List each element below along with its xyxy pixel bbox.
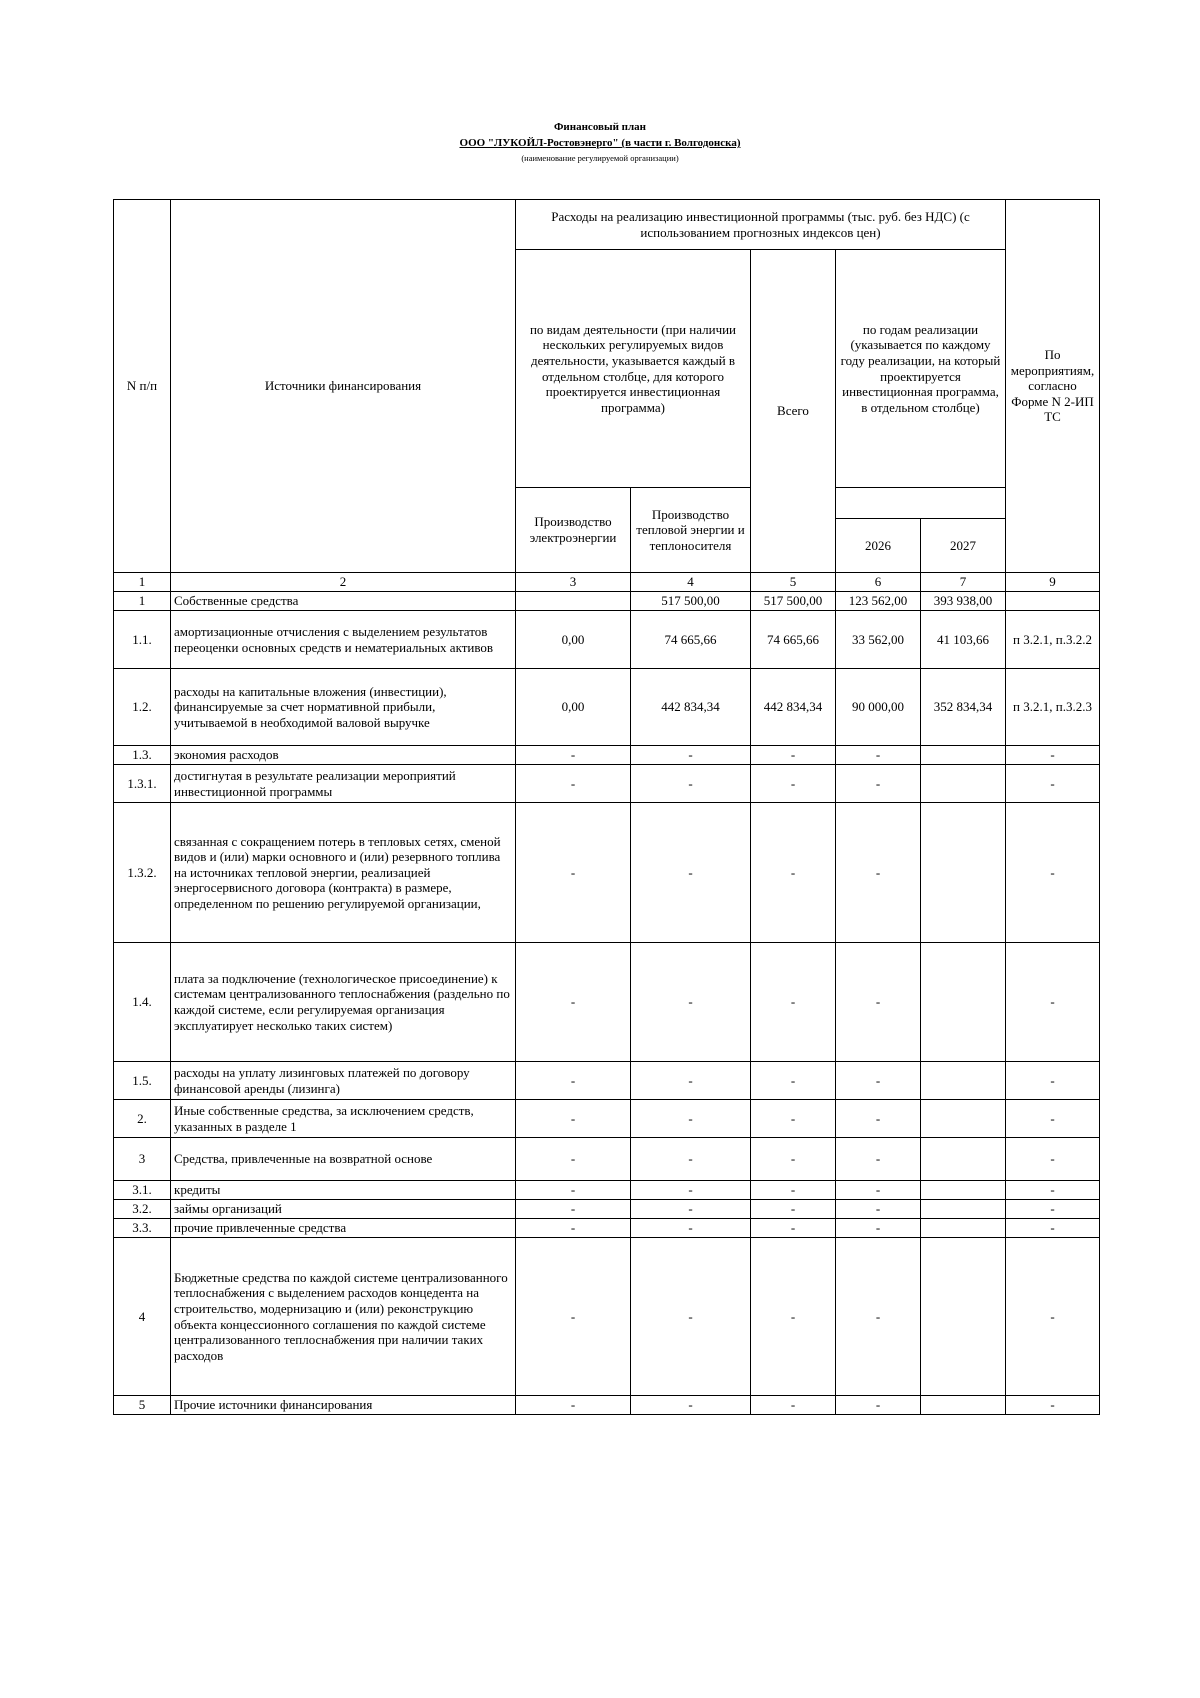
- cell-total: -: [751, 1219, 836, 1238]
- cell-2027: [921, 1100, 1006, 1138]
- column-number-cell: 1: [114, 573, 171, 592]
- cell-measures: -: [1006, 1200, 1100, 1219]
- table-row: [114, 1100, 1100, 1138]
- header-year-blank: [836, 488, 1006, 519]
- cell-heat: -: [631, 1200, 751, 1219]
- column-number-cell: 3: [516, 573, 631, 592]
- cell-heat: -: [631, 1219, 751, 1238]
- cell-measures: -: [1006, 1396, 1100, 1415]
- row-source: Бюджетные средства по каждой системе централизованного теплоснабжения с выделением расходов концедента на строительство, модернизацию и (или) реконструкцию объекта концессионного соглашения по каждой системе централизованного теплоснабжения при наличии таких расходов: [171, 1238, 516, 1396]
- cell-electro: -: [516, 1138, 631, 1181]
- cell-heat: -: [631, 1138, 751, 1181]
- cell-heat: -: [631, 765, 751, 803]
- plan-title: Финансовый план: [553, 121, 647, 133]
- cell-total: -: [751, 1062, 836, 1100]
- cell-electro: -: [516, 746, 631, 765]
- cell-2027: 41 103,66: [921, 611, 1006, 669]
- cell-heat: -: [631, 1062, 751, 1100]
- cell-2027: [921, 1062, 1006, 1100]
- cell-total: -: [751, 803, 836, 943]
- table-row: [114, 1138, 1100, 1181]
- row-number: 2.: [114, 1100, 171, 1138]
- cell-total: -: [751, 1396, 836, 1415]
- cell-2027: [921, 1396, 1006, 1415]
- cell-2026: -: [836, 765, 921, 803]
- row-source: Собственные средства: [171, 592, 516, 611]
- cell-electro: -: [516, 1100, 631, 1138]
- table-row: [114, 1396, 1100, 1415]
- header-by-activity: по видам деятельности (при наличии нескольких регулируемых видов деятельности, указывается каждый в отдельном столбце, для которого проектируется инвестиционная программа): [516, 250, 751, 488]
- row-source: займы организаций: [171, 1200, 516, 1219]
- cell-measures: п 3.2.1, п.3.2.3: [1006, 669, 1100, 746]
- row-source: связанная с сокращением потерь в тепловых сетях, сменой видов и (или) марки основного и (или) резервного топлива на источниках тепловой энергии, реализацией энергосервисного договора (контракта) в размере, определенном по решению регулируемой организации,: [171, 803, 516, 943]
- row-number: 1.5.: [114, 1062, 171, 1100]
- cell-electro: -: [516, 1238, 631, 1396]
- cell-total: -: [751, 943, 836, 1062]
- cell-heat: -: [631, 746, 751, 765]
- cell-measures: -: [1006, 1181, 1100, 1200]
- cell-measures: [1006, 592, 1100, 611]
- cell-2027: [921, 1238, 1006, 1396]
- row-number: 3.2.: [114, 1200, 171, 1219]
- cell-2026: -: [836, 1062, 921, 1100]
- column-number-cell: 6: [836, 573, 921, 592]
- cell-measures: -: [1006, 746, 1100, 765]
- cell-measures: -: [1006, 1062, 1100, 1100]
- header-num: N п/п: [114, 200, 171, 573]
- cell-2026: -: [836, 1181, 921, 1200]
- cell-electro: 0,00: [516, 611, 631, 669]
- cell-2026: 123 562,00: [836, 592, 921, 611]
- header-expenses: Расходы на реализацию инвестиционной программы (тыс. руб. без НДС) (с использованием прогнозных индексов цен): [516, 200, 1006, 250]
- cell-2026: 33 562,00: [836, 611, 921, 669]
- cell-2027: [921, 746, 1006, 765]
- cell-2026: -: [836, 1200, 921, 1219]
- cell-total: -: [751, 1138, 836, 1181]
- row-number: 1.3.: [114, 746, 171, 765]
- cell-2027: [921, 943, 1006, 1062]
- table-row: [114, 611, 1100, 669]
- header-measures: По мероприятиям, согласно Форме N 2-ИП ТС: [1006, 200, 1100, 573]
- row-source: Прочие источники финансирования: [171, 1396, 516, 1415]
- table-row: [114, 765, 1100, 803]
- row-number: 3.1.: [114, 1181, 171, 1200]
- cell-measures: -: [1006, 1238, 1100, 1396]
- cell-heat: 442 834,34: [631, 669, 751, 746]
- table-row: [114, 1200, 1100, 1219]
- row-number: 3: [114, 1138, 171, 1181]
- column-number-cell: 7: [921, 573, 1006, 592]
- cell-measures: -: [1006, 765, 1100, 803]
- organization-name: ООО "ЛУКОЙЛ-Ростовэнерго" (в части г. Волгодонска): [459, 137, 741, 149]
- cell-measures: п 3.2.1, п.3.2.2: [1006, 611, 1100, 669]
- table-row: [114, 943, 1100, 1062]
- cell-2027: [921, 1181, 1006, 1200]
- cell-total: 74 665,66: [751, 611, 836, 669]
- cell-2026: 90 000,00: [836, 669, 921, 746]
- cell-2026: -: [836, 1219, 921, 1238]
- cell-electro: -: [516, 1181, 631, 1200]
- header-year-2027: 2027: [921, 519, 1006, 573]
- cell-total: -: [751, 1238, 836, 1396]
- cell-2027: 352 834,34: [921, 669, 1006, 746]
- cell-total: 442 834,34: [751, 669, 836, 746]
- organization-caption: (наименование регулируемой организации): [521, 153, 679, 163]
- row-source: экономия расходов: [171, 746, 516, 765]
- column-number-cell: 9: [1006, 573, 1100, 592]
- cell-measures: -: [1006, 1138, 1100, 1181]
- table-row: [114, 669, 1100, 746]
- cell-electro: -: [516, 943, 631, 1062]
- cell-heat: -: [631, 1238, 751, 1396]
- cell-electro: [516, 592, 631, 611]
- cell-2026: -: [836, 1100, 921, 1138]
- cell-measures: -: [1006, 803, 1100, 943]
- header-heat: Производство тепловой энергии и теплоносителя: [631, 488, 751, 573]
- cell-electro: -: [516, 1396, 631, 1415]
- financial-plan-table: [113, 199, 1100, 1415]
- cell-electro: -: [516, 1219, 631, 1238]
- cell-2027: [921, 1200, 1006, 1219]
- header-by-year: по годам реализации (указывается по каждому году реализации, на который проектируется инвестиционная программа, в отдельном столбце): [836, 250, 1006, 488]
- cell-heat: 517 500,00: [631, 592, 751, 611]
- cell-total: -: [751, 765, 836, 803]
- cell-heat: -: [631, 943, 751, 1062]
- cell-total: -: [751, 1100, 836, 1138]
- row-number: 1.2.: [114, 669, 171, 746]
- cell-total: -: [751, 1181, 836, 1200]
- cell-heat: -: [631, 803, 751, 943]
- cell-heat: 74 665,66: [631, 611, 751, 669]
- cell-2026: -: [836, 1238, 921, 1396]
- cell-heat: -: [631, 1396, 751, 1415]
- column-number-cell: 4: [631, 573, 751, 592]
- row-number: 1.1.: [114, 611, 171, 669]
- cell-measures: -: [1006, 1219, 1100, 1238]
- row-number: 1.3.2.: [114, 803, 171, 943]
- table-row: [114, 1062, 1100, 1100]
- row-source: кредиты: [171, 1181, 516, 1200]
- column-number-cell: 5: [751, 573, 836, 592]
- cell-2026: -: [836, 943, 921, 1062]
- header-electro: Производство электроэнергии: [516, 488, 631, 573]
- cell-total: -: [751, 1200, 836, 1219]
- cell-total: 517 500,00: [751, 592, 836, 611]
- table-row: [114, 592, 1100, 611]
- column-number-cell: 2: [171, 573, 516, 592]
- row-number: 1: [114, 592, 171, 611]
- table-row: [114, 1181, 1100, 1200]
- cell-measures: -: [1006, 943, 1100, 1062]
- row-source: расходы на капитальные вложения (инвестиции), финансируемые за счет нормативной прибыли, учитываемой в необходимой валовой выручке: [171, 669, 516, 746]
- cell-2027: [921, 1138, 1006, 1181]
- row-source: достигнутая в результате реализации мероприятий инвестиционной программы: [171, 765, 516, 803]
- row-number: 3.3.: [114, 1219, 171, 1238]
- cell-electro: 0,00: [516, 669, 631, 746]
- cell-2026: -: [836, 1396, 921, 1415]
- cell-2027: [921, 765, 1006, 803]
- cell-total: -: [751, 746, 836, 765]
- cell-2026: -: [836, 746, 921, 765]
- cell-electro: -: [516, 765, 631, 803]
- table-row: [114, 1238, 1100, 1396]
- row-number: 4: [114, 1238, 171, 1396]
- cell-2026: -: [836, 1138, 921, 1181]
- cell-electro: -: [516, 1200, 631, 1219]
- row-number: 5: [114, 1396, 171, 1415]
- cell-2027: [921, 803, 1006, 943]
- table-row: [114, 746, 1100, 765]
- table-row: [114, 1219, 1100, 1238]
- header-sources: Источники финансирования: [171, 200, 516, 573]
- cell-heat: -: [631, 1100, 751, 1138]
- cell-heat: -: [631, 1181, 751, 1200]
- table-row: [114, 803, 1100, 943]
- cell-electro: -: [516, 803, 631, 943]
- row-source: плата за подключение (технологическое присоединение) к системам централизованного теплоснабжения (раздельно по каждой системе, если регулируемая организация эксплуатирует несколько таких систем): [171, 943, 516, 1062]
- row-source: Иные собственные средства, за исключением средств, указанных в разделе 1: [171, 1100, 516, 1138]
- cell-measures: -: [1006, 1100, 1100, 1138]
- cell-2027: 393 938,00: [921, 592, 1006, 611]
- row-source: амортизационные отчисления с выделением результатов переоценки основных средств и нематериальных активов: [171, 611, 516, 669]
- row-source: Средства, привлеченные на возвратной основе: [171, 1138, 516, 1181]
- cell-2027: [921, 1219, 1006, 1238]
- row-source: расходы на уплату лизинговых платежей по договору финансовой аренды (лизинга): [171, 1062, 516, 1100]
- row-number: 1.3.1.: [114, 765, 171, 803]
- header-total: Всего: [751, 250, 836, 573]
- cell-2026: -: [836, 803, 921, 943]
- row-source: прочие привлеченные средства: [171, 1219, 516, 1238]
- header-year-2026: 2026: [836, 519, 921, 573]
- row-number: 1.4.: [114, 943, 171, 1062]
- cell-electro: -: [516, 1062, 631, 1100]
